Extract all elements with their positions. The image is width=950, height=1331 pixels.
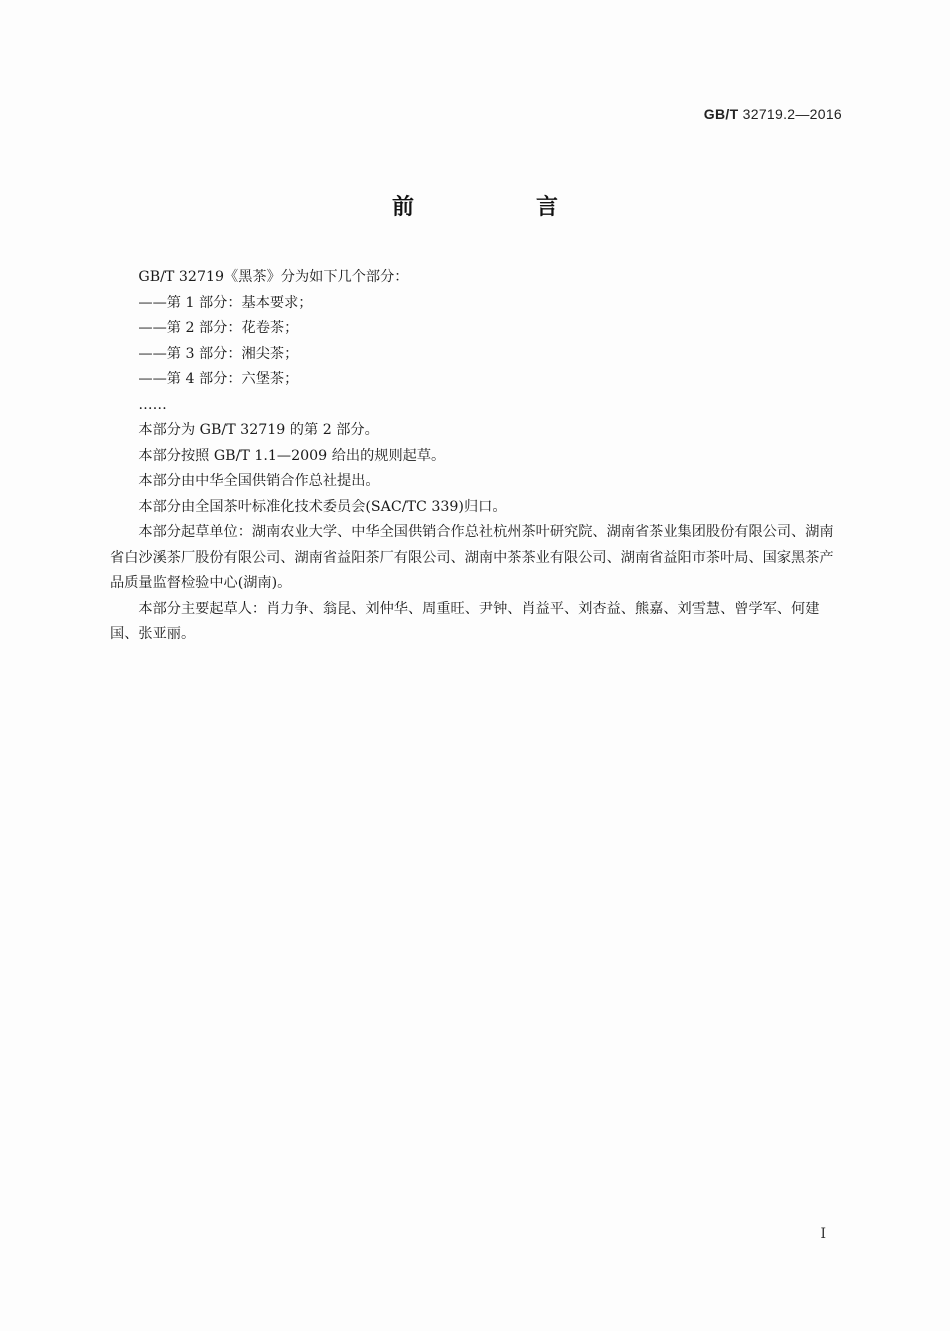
list-item: ——第 1 部分：基本要求； [138, 294, 313, 311]
paragraph-drafting-rules: 本部分按照 GB/T 1.1—2009 给出的规则起草。 [138, 447, 446, 464]
paragraph-drafters: 本部分主要起草人：肖力争、翁昆、刘仲华、周重旺、尹钟、肖益平、刘杏益、熊嘉、刘雪慧、曾学军、何建国、张亚丽。 [110, 600, 820, 642]
paragraph-part-statement: 本部分为 GB/T 32719 的第 2 部分。 [138, 422, 379, 438]
standard-code [704, 106, 842, 122]
standard-code-prefix: GB/T [703, 106, 739, 122]
list-ellipsis: …… [138, 396, 167, 413]
standard-code-number: 32719.2—2016 [742, 106, 842, 122]
list-item: ——第 4 部分：六堡茶； [138, 371, 299, 387]
paragraph-committee: 本部分由全国茶叶标准化技术委员会(SAC/TC 339)归口。 [138, 498, 507, 515]
paragraph-proposer: 本部分由中华全国供销合作总社提出。 [138, 473, 380, 489]
page-title: 前 言 [391, 195, 608, 220]
paragraph-drafting-units: 本部分起草单位：湖南农业大学、中华全国供销合作总社杭州茶叶研究院、湖南省茶业集团股份有限公司、湖南省白沙溪茶厂股份有限公司、湖南省益阳茶厂有限公司、湖南中茶茶业有限公司、湖南省益阳市茶叶局、国家黑茶产品质量监督检验中心(湖南)。 [110, 524, 834, 591]
page-number: I [820, 1226, 826, 1242]
list-item: ——第 3 部分：湘尖茶； [138, 345, 299, 362]
paragraph-intro: GB/T 32719《黑茶》分为如下几个部分： [138, 269, 409, 285]
list-item: ——第 2 部分：花卷茶； [138, 320, 299, 336]
foreword-body [110, 265, 842, 648]
